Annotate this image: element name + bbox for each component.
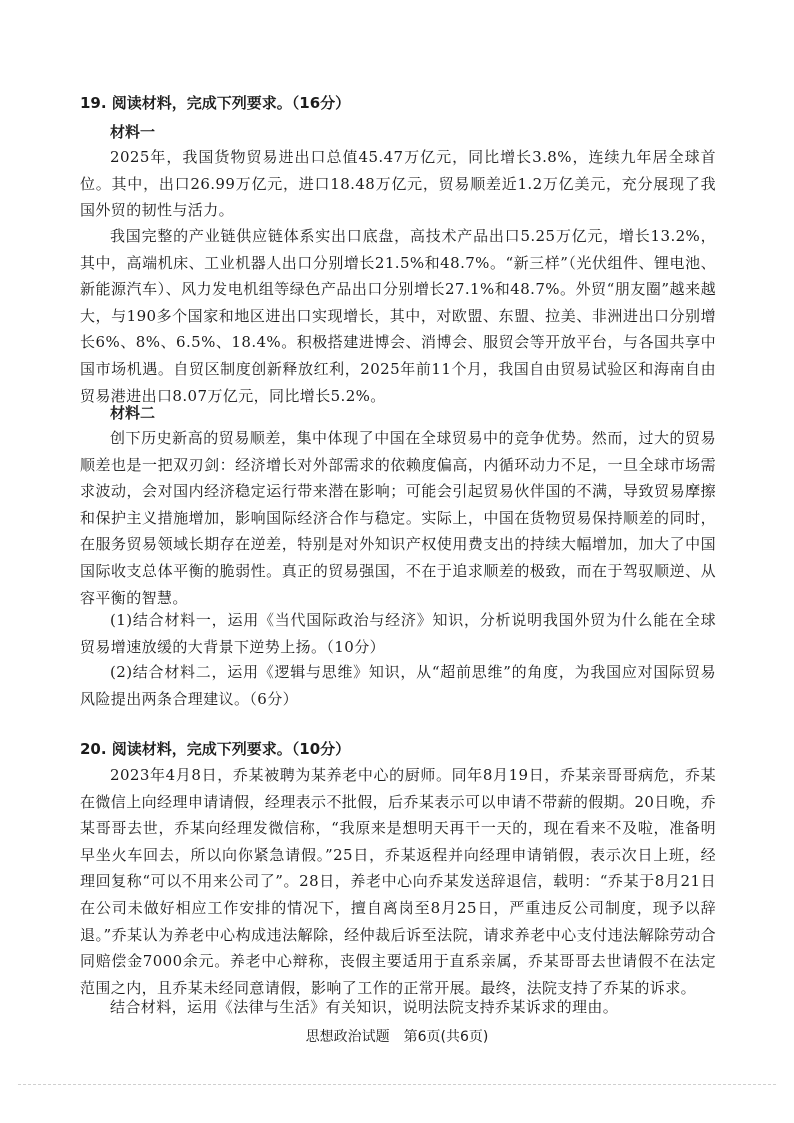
- scan-edge-divider: [18, 1084, 776, 1085]
- page-footer: 思想政治试题 第6页(共6页): [305, 1029, 489, 1045]
- material-one-paragraph-1: 2025年，我国货物贸易进出口总值45.47万亿元，同比增长3.8%，连续九年居全球首位。其中，出口26.99万亿元，进口18.48万亿元，贸易顺差近1.2万亿美元，充分展现了我国外贸的韧性与活力。: [80, 148, 716, 220]
- question-19-title: 19. 阅读材料，完成下列要求。（16分）: [80, 94, 351, 112]
- question-20-prompt: 结合材料，运用《法律与生活》有关知识，说明法院支持乔某诉求的理由。: [110, 998, 619, 1016]
- question-19-part-2: (2)结合材料二，运用《逻辑与思维》知识，从“超前思维”的角度，为我国应对国际贸易风险提出两条合理建议。（6分）: [80, 663, 716, 708]
- question-20-title: 20. 阅读材料，完成下列要求。（10分）: [80, 740, 351, 758]
- material-two-paragraph: 创下历史新高的贸易顺差，集中体现了中国在全球贸易中的竞争优势。然而，过大的贸易顺差也是一把双刃剑：经济增长对外部需求的依赖度偏高，内循环动力不足，一旦全球市场需求波动，会对国内经济稳定运行带来潜在影响；可能会引起贸易伙伴国的不满，导致贸易摩擦和保护主义措施增加，影响国际经济合作与稳定。实际上，中国在货物贸易保持顺差的同时，在服务贸易领域长期存在逆差，特别是对外知识产权使用费支出的持续大幅增加，加大了中国国际收支总体平衡的脆弱性。真正的贸易强国，不在于追求顺差的极致，而在于驾驭顺逆、从容平衡的智慧。: [80, 429, 716, 607]
- material-two-label: 材料二: [110, 404, 156, 422]
- question-19-part-1: (1)结合材料一，运用《当代国际政治与经济》知识，分析说明我国外贸为什么能在全球贸易增速放缓的大背景下逆势上扬。（10分）: [80, 611, 716, 656]
- question-20-material: 2023年4月8日，乔某被聘为某养老中心的厨师。同年8月19日，乔某亲哥哥病危，乔某在微信上向经理申请请假，经理表示不批假，后乔某表示可以申请不带薪的假期。20日晚，乔某哥哥去世，乔某向经理发微信称，“我原来是想明天再干一天的，现在看来不及啦，准备明早坐火车回去，所以向你紧急请假。”25日，乔某返程并向经理申请销假，表示次日上班，经理回复称“可以不用来公司了”。28日，养老中心向乔某发送辞退信，载明：“乔某于8月21日在公司未做好相应工作安排的情况下，擅自离岗至8月25日，严重违反公司制度，现予以辞退。”乔某认为养老中心构成违法解除，经仲裁后诉至法院，请求养老中心支付违法解除劳动合同赔偿金7000余元。养老中心辩称，丧假主要适用于直系亲属，乔某哥哥去世请假不在法定范围之内，且乔某未经同意请假，影响了工作的正常开展。最终，法院支持了乔某的诉求。: [80, 766, 716, 997]
- material-one-label: 材料一: [110, 123, 156, 141]
- material-one-paragraph-2: 我国完整的产业链供应链体系实出口底盘，高技术产品出口5.25万亿元，增长13.2%，其中，高端机床、工业机器人出口分别增长21.5%和48.7%。“新三样”（光伏组件、锂电池、新能源汽车）、风力发电机组等绿色产品出口分别增长27.1%和48.7%。外贸“朋友圈”越来越大，与190多个国家和地区进出口实现增长，其中，对欧盟、东盟、拉美、非洲进出口分别增长6%、8%、6.5%、18.4%。积极搭建进博会、消博会、服贸会等开放平台，与各国共享中国市场机遇。自贸区制度创新释放红利，2025年前11个月，我国自由贸易试验区和海南自由贸易港进出口8.07万亿元，同比增长5.2%。: [80, 227, 716, 405]
